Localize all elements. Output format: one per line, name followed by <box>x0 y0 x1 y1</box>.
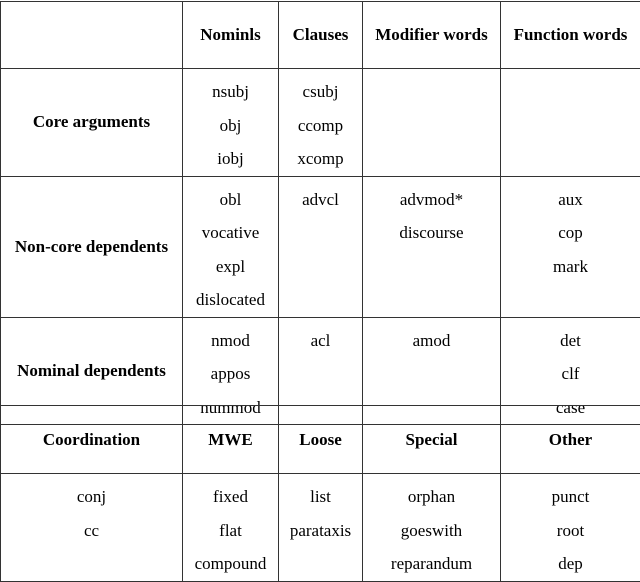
relation-label: iobj <box>183 142 278 176</box>
column-header: Clauses <box>279 2 363 69</box>
relation-label: root <box>501 514 640 548</box>
relation-label: mark <box>501 250 640 284</box>
relation-label: compound <box>183 547 278 581</box>
relation-label: dislocated <box>183 283 278 317</box>
header-row <box>1 2 640 69</box>
relation-label: nummod <box>183 391 278 425</box>
column-header: MWE <box>183 406 279 474</box>
relation-label: reparandum <box>363 547 500 581</box>
relation-label: advcl <box>279 183 362 217</box>
relations-table-other <box>0 405 640 582</box>
relation-label: amod <box>363 324 500 358</box>
column-header: Other <box>501 406 640 474</box>
table-row <box>1 176 640 317</box>
relation-label: fixed <box>183 480 278 514</box>
relation-label: vocative <box>183 216 278 250</box>
relation-label: case <box>501 391 640 425</box>
relation-label: det <box>501 324 640 358</box>
relation-label: advmod* <box>363 183 500 217</box>
table-cell <box>183 69 279 177</box>
relation-label: csubj <box>279 75 362 109</box>
table-cell <box>279 69 363 177</box>
column-header: Function words <box>501 2 640 69</box>
header-row <box>1 406 640 474</box>
relation-label: aux <box>501 183 640 217</box>
column-header <box>1 2 183 69</box>
table-cell <box>363 69 501 177</box>
table-cell <box>279 176 363 317</box>
table-cell <box>279 474 363 582</box>
relation-label: dep <box>501 547 640 581</box>
table-cell <box>501 474 640 582</box>
column-header: Nominls <box>183 2 279 69</box>
relation-label: conj <box>1 480 182 514</box>
table-row <box>1 69 640 177</box>
relation-label: cop <box>501 216 640 250</box>
table-cell <box>183 176 279 317</box>
table-row <box>1 474 640 582</box>
table-cell <box>501 176 640 317</box>
relations-table-main <box>0 1 640 425</box>
relation-label: appos <box>183 357 278 391</box>
row-header: Nominal dependents <box>1 317 183 425</box>
column-header: Special <box>363 406 501 474</box>
table-cell <box>363 474 501 582</box>
relation-label: clf <box>501 357 640 391</box>
relation-label: ccomp <box>279 109 362 143</box>
relation-label: expl <box>183 250 278 284</box>
relation-label: acl <box>279 324 362 358</box>
column-header: Coordination <box>1 406 183 474</box>
column-header: Loose <box>279 406 363 474</box>
relation-label: obl <box>183 183 278 217</box>
row-header: Core arguments <box>1 69 183 177</box>
table-cell <box>183 474 279 582</box>
relation-label: parataxis <box>279 514 362 548</box>
table-cell <box>363 176 501 317</box>
relation-label: list <box>279 480 362 514</box>
row-header: Non-core dependents <box>1 176 183 317</box>
relation-label: orphan <box>363 480 500 514</box>
table-cell <box>501 69 640 177</box>
relation-label: xcomp <box>279 142 362 176</box>
relation-label: flat <box>183 514 278 548</box>
relation-label: discourse <box>363 216 500 250</box>
table-cell <box>1 474 183 582</box>
relation-label: goeswith <box>363 514 500 548</box>
relation-label: cc <box>1 514 182 548</box>
relation-label: obj <box>183 109 278 143</box>
relation-label: nmod <box>183 324 278 358</box>
relation-label: punct <box>501 480 640 514</box>
column-header: Modifier words <box>363 2 501 69</box>
relation-label: nsubj <box>183 75 278 109</box>
